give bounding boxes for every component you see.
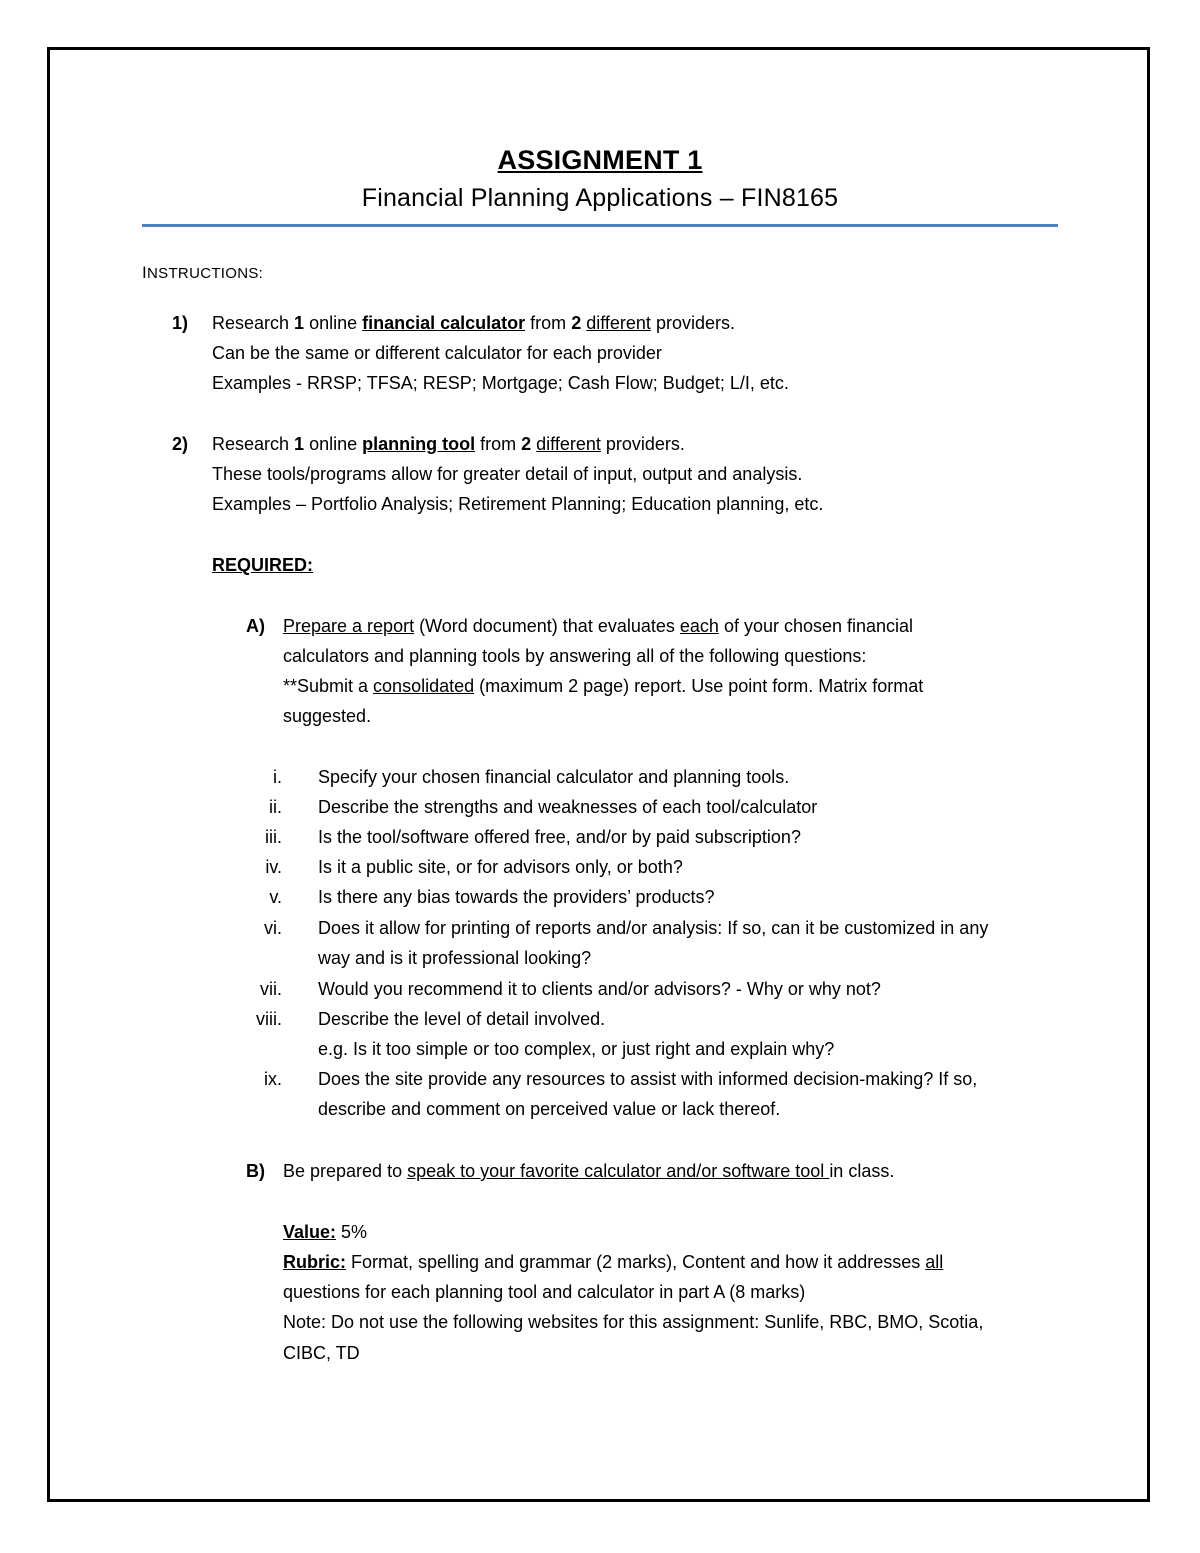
partA-line2: calculators and planning tools by answering all of the following questions:	[283, 646, 867, 666]
rubric-line1	[283, 1251, 943, 1273]
question-6-text: Does it allow for printing of reports and/or analysis: If so, can it be customized in any	[318, 918, 989, 938]
partA-line4: suggested.	[283, 706, 372, 726]
partA-text-d: of your chosen financial	[718, 616, 914, 636]
item2-text-i: providers.	[600, 434, 685, 454]
question-2-text: Describe the strengths and weaknesses of each tool/calculator	[318, 797, 818, 817]
item2-text-e: from	[475, 434, 522, 454]
note-line1: Note: Do not use the following websites for this assignment: Sunlife, RBC, BMO, Scotia,	[283, 1312, 984, 1332]
question-5-number: v.	[269, 887, 282, 907]
item2-line2: These tools/programs allow for greater detail of input, output and analysis.	[212, 464, 803, 484]
partB-text-a: Be prepared to	[283, 1161, 408, 1181]
question-6-cont: way and is it professional looking?	[318, 948, 592, 968]
partB-text	[283, 1160, 894, 1182]
item1-text-e: from	[525, 313, 572, 333]
item2-text-b: 1	[294, 434, 305, 454]
question-8-number: viii.	[256, 1009, 282, 1029]
item1-financial-calculator: financial calculator	[362, 313, 526, 333]
question-7-text: Would you recommend it to clients and/or advisors? - Why or why not?	[318, 979, 881, 999]
partA-prepare-report: Prepare a report	[283, 616, 415, 636]
item1-different: different	[586, 313, 651, 333]
partB-label: B)	[246, 1161, 265, 1181]
rubric-label: Rubric:	[283, 1252, 346, 1272]
instructions-heading	[142, 263, 263, 283]
item2-text-c: online	[304, 434, 363, 454]
question-3-text: Is the tool/software offered free, and/or by paid subscription?	[318, 827, 801, 847]
instructions-rest: NSTRUCTIONS:	[147, 265, 264, 282]
question-9-number: ix.	[264, 1069, 282, 1089]
item1-line2: Can be the same or different calculator for each provider	[212, 343, 662, 363]
question-1-number: i.	[273, 767, 282, 787]
item2-text-f: 2	[521, 434, 532, 454]
item1-number: 1)	[172, 313, 189, 333]
partA-text-b: (Word document) that evaluates	[414, 616, 680, 636]
question-9-text: Does the site provide any resources to assist with informed decision-making? If so,	[318, 1069, 978, 1089]
question-4-number: iv.	[265, 857, 282, 877]
value-line	[283, 1221, 367, 1243]
question-5-text: Is there any bias towards the providers’ products?	[318, 887, 715, 907]
partA-line1	[283, 615, 913, 637]
document-subtitle: Financial Planning Applications – FIN8165	[361, 184, 839, 212]
partA-line3	[283, 675, 923, 697]
question-1-text: Specify your chosen financial calculator and planning tools.	[318, 767, 790, 787]
partB-speak-to: speak to your favorite calculator and/or software tool	[407, 1161, 830, 1181]
instructions-first-letter: I	[142, 263, 148, 282]
question-2-number: ii.	[269, 797, 282, 817]
item2-number: 2)	[172, 434, 189, 454]
item2-line1	[212, 433, 685, 455]
question-4-text: Is it a public site, or for advisors only, or both?	[318, 857, 683, 877]
question-7-number: vii.	[260, 979, 282, 999]
item1-text-c: online	[304, 313, 363, 333]
partA-label: A)	[246, 616, 265, 636]
question-3-number: iii.	[265, 827, 282, 847]
item2-planning-tool: planning tool	[362, 434, 476, 454]
question-9-cont: describe and comment on perceived value or lack thereof.	[318, 1099, 781, 1119]
partA-submit-rest: (maximum 2 page) report. Use point form. Matrix format	[474, 676, 924, 696]
item2-text-a: Research	[212, 434, 295, 454]
value-label: Value:	[283, 1222, 337, 1242]
partA-submit-text: **Submit a	[283, 676, 374, 696]
required-heading: REQUIRED:	[212, 555, 314, 575]
partA-each: each	[679, 616, 719, 636]
item1-line1	[212, 312, 735, 334]
question-8-cont: e.g. Is it too simple or too complex, or just right and explain why?	[318, 1039, 835, 1059]
value-text: 5%	[336, 1222, 368, 1242]
question-6-number: vi.	[264, 918, 282, 938]
note-line2: CIBC, TD	[283, 1343, 360, 1363]
title-rule	[142, 224, 1058, 227]
item1-text-b: 1	[294, 313, 305, 333]
item1-line3: Examples - RRSP; TFSA; RESP; Mortgage; Cash Flow; Budget; L/I, etc.	[212, 373, 789, 393]
question-8-text: Describe the level of detail involved.	[318, 1009, 606, 1029]
document-title: ASSIGNMENT 1	[497, 145, 703, 175]
rubric-text1: Format, spelling and grammar (2 marks), Content and how it addresses	[346, 1252, 926, 1272]
partB-text-c: in class.	[829, 1161, 895, 1181]
item2-line3: Examples – Portfolio Analysis; Retirement Planning; Education planning, etc.	[212, 494, 824, 514]
item1-text-a: Research	[212, 313, 295, 333]
rubric-line2: questions for each planning tool and calculator in part A (8 marks)	[283, 1282, 806, 1302]
partA-consolidated: consolidated	[373, 676, 475, 696]
rubric-all: all	[925, 1252, 944, 1272]
item2-different: different	[536, 434, 601, 454]
item1-text-f: 2	[571, 313, 582, 333]
item1-text-i: providers.	[650, 313, 735, 333]
